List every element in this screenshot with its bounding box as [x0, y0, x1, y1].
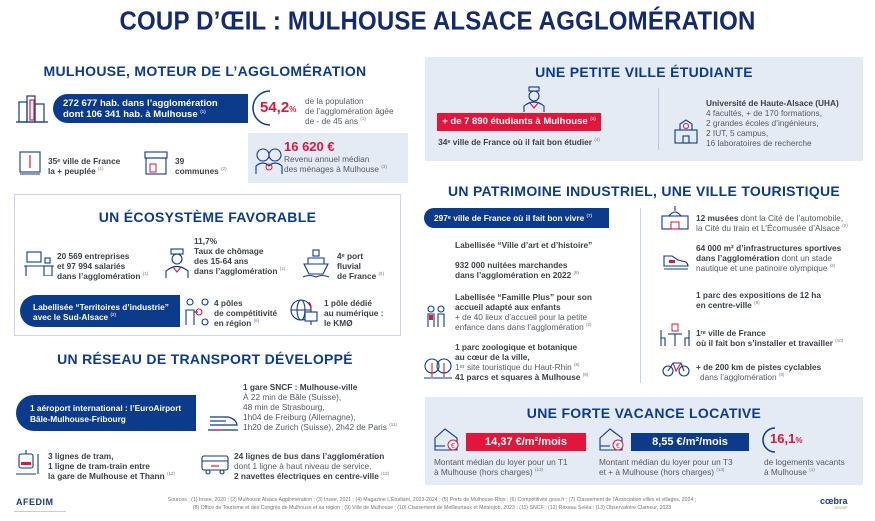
expo-line1: 1 parc des expositions de 12 ha	[696, 290, 821, 300]
young-unit: %	[289, 105, 297, 114]
income-description	[284, 154, 387, 174]
parks-line: 41 parcs et squares à Mulhouse	[455, 372, 581, 382]
ref: (1)	[360, 116, 366, 122]
live-rank-text: 297ᵉ ville de France où il fait bon vivre	[434, 213, 585, 223]
high-speed-train-icon	[208, 413, 238, 433]
companies-line3: dans l’agglomération	[57, 271, 141, 281]
unemployment-value: 11,7%	[194, 236, 218, 246]
ref: (4)	[594, 137, 600, 143]
ref: (1)	[279, 266, 286, 272]
ref: (8)	[573, 270, 580, 276]
uha-line3: 2 IUT, 5 campus,	[706, 128, 769, 138]
transport-heading: UN RÉSEAU DE TRANSPORT DÉVELOPPÉ	[57, 351, 353, 367]
poles-text	[214, 298, 277, 328]
vacant-unit: %	[795, 436, 803, 445]
unemployment-line2: des 15-64 ans	[194, 256, 249, 266]
bicycle-icon	[662, 358, 690, 378]
art-history-label	[455, 240, 592, 250]
divider	[14, 511, 66, 512]
svg-text:€: €	[616, 443, 620, 450]
zoo-line1: 1 parc zoologique et botanique	[455, 342, 578, 352]
tram-text	[48, 451, 175, 481]
sources-text	[72, 497, 792, 512]
museums-line1: dont la Cité de l’automobile,	[738, 213, 844, 223]
t3-line2: et + à Mulhouse (hors charges)	[599, 467, 715, 477]
unemployment-line1: Taux de chômage	[194, 246, 264, 256]
museum-icon	[661, 206, 689, 230]
bus-line1: 24 lignes de bus dans l’agglomération	[234, 451, 385, 461]
train-line1: À 22 min de Bâle (Suisse),	[243, 392, 342, 402]
bike-line2: dans l’agglomération	[700, 372, 777, 382]
vacant-description	[764, 457, 845, 477]
uha-line1: 4 facultés, + de 170 formations,	[706, 108, 822, 118]
svg-text:€: €	[451, 443, 455, 450]
young-line2: de l’agglomération âgée	[305, 106, 394, 116]
zoo-text	[455, 342, 588, 382]
unemployment-text	[194, 236, 285, 276]
rank-line2: la + peuplée	[48, 166, 96, 176]
digital-line3: le KMØ	[324, 318, 353, 328]
young-share	[260, 99, 296, 116]
museums-line2: la Cité du train et L’Écomusée d’Alsace	[696, 223, 840, 233]
museums-count: 12 musées	[696, 213, 739, 223]
young-description	[305, 96, 394, 126]
train-text	[243, 382, 397, 432]
ref: (7)	[586, 213, 593, 219]
poles-line3: en région	[214, 318, 252, 328]
coebra-logo-sub: GROUP	[834, 506, 848, 510]
unemployment-line3: dans l’agglomération	[194, 266, 278, 276]
divider	[640, 208, 641, 383]
ref: (1)	[809, 467, 815, 473]
communes-text	[175, 156, 227, 176]
port-line3: de France	[337, 271, 377, 281]
ref: (2)	[590, 115, 596, 121]
communes-label: communes	[175, 166, 219, 176]
nights-line1: 932 000 nuitées marchandes	[455, 260, 568, 270]
ref: (10)	[835, 338, 844, 344]
rank-text	[48, 156, 120, 176]
ref: (1)	[98, 166, 104, 172]
t3-line1: Montant médian du loyer pour un T3	[599, 457, 733, 467]
train-line4: 1h20 de Zurich (Suisse), 2h42 de Paris	[243, 422, 387, 432]
income-line2: des ménages à Mulhouse	[284, 164, 380, 174]
companies-line2: et 97 994 salariés	[57, 261, 126, 271]
house-euro-icon	[598, 426, 626, 452]
family-line2: accueil adapté aux enfants	[455, 302, 561, 312]
sources-line1: Sources : (1) Insee, 2020 ; (2) Mulhouse Alsace Agglomération ; (3) Insee, 2021 ; (4) Magazine L’Étudiant, 2023-2024 ; (5) Ports de Mulhouse-Rhin ; (6) Compétitivité.gouv.fr ; (7) Classement de l’Association villes et villages, 2024 ;	[167, 497, 697, 503]
family-line1: Labellisée “Famille Plus” pour son	[455, 292, 592, 302]
vacant-line2: à Mulhouse	[764, 467, 807, 477]
page-title: COUP D’ŒIL : MULHOUSE ALSACE AGGLOMÉRATION	[119, 6, 756, 37]
ref: (5)	[378, 271, 385, 277]
companies-text	[57, 251, 148, 281]
ref: (1)	[142, 271, 149, 277]
cafe-table-icon	[660, 322, 690, 346]
ref: (12)	[166, 471, 175, 477]
industry-label-line2: avec le Sud-Alsace	[33, 312, 109, 322]
t1-line2: à Mulhouse (hors charges)	[434, 467, 533, 477]
art-history-text: Labellisée “Ville d’art et d’histoire”	[455, 240, 593, 250]
sports-line1: 64 000 m² d’infrastructures sportives	[696, 243, 842, 253]
population-line2: dont 106 341 hab. à Mulhouse	[63, 109, 198, 120]
vacant-value: 16,1	[770, 431, 796, 446]
ref: (2)	[110, 312, 116, 318]
train-line3: 1h04 de Freiburg (Allemagne),	[243, 412, 356, 422]
industry-label-line1: Labellisée “Territoires d’industrie”	[33, 302, 169, 312]
nights-text	[455, 260, 579, 280]
divider	[658, 88, 659, 150]
port-text	[337, 251, 384, 281]
bus-text	[234, 451, 389, 481]
study-rank-text: 34ᵉ ville de France où il fait bon étudier	[438, 137, 593, 147]
nights-line2: dans l’agglomération en 2022	[455, 270, 572, 280]
study-rank	[437, 137, 601, 147]
income-value: 16 620 €	[284, 139, 335, 154]
student-icon	[523, 86, 545, 112]
worker-icon	[164, 248, 190, 278]
uha-line4: 16 laboratoires de recherche	[706, 138, 812, 148]
population-badge	[53, 94, 248, 123]
rank-line1: 35ᵉ ville de France	[48, 156, 121, 166]
storefront-icon	[143, 150, 169, 176]
t1-rent-badge: 14,37 €/m²/mois	[466, 433, 586, 451]
ref: (8)	[574, 362, 580, 368]
ref: (9)	[582, 372, 589, 378]
moteur-heading: MULHOUSE, MOTEUR DE L’AGGLOMÉRATION	[43, 63, 367, 79]
train-title: 1 gare SNCF : Mulhouse-ville	[243, 382, 358, 392]
tram-icon	[16, 450, 42, 476]
coebra-logo	[820, 496, 848, 510]
city-buildings-icon	[16, 92, 48, 124]
vacance-heading: UNE FORTE VACANCE LOCATIVE	[526, 405, 762, 421]
bike-text	[696, 362, 821, 382]
children-icon	[424, 305, 448, 327]
zoo-line3: 1ᵉʳ site touristique du Haut-Rhin	[455, 362, 572, 372]
students-value: + de 7 890 étudiants à Mulhouse	[442, 116, 588, 127]
ref: (12)	[381, 471, 390, 477]
ship-icon	[303, 248, 329, 278]
expo-line2: en centre-ville	[696, 300, 752, 310]
young-line3: de - de 45 ans	[305, 116, 359, 126]
income-line1: Revenu annuel médian	[284, 154, 370, 164]
digital-line2: au numérique :	[324, 308, 384, 318]
vacant-line1: de logements vacants	[764, 457, 845, 467]
population-line1: 272 677 hab. dans l’agglomération	[63, 98, 218, 109]
family-plus-text	[455, 292, 592, 332]
ecosysteme-heading: UN ÉCOSYSTÈME FAVORABLE	[98, 209, 317, 225]
train-line2: 48 min de Strasbourg,	[243, 402, 325, 412]
communes-value: 39	[175, 156, 185, 166]
ref: (2)	[586, 322, 592, 328]
work-line1: 1ʳᵉ ville de France	[696, 328, 766, 338]
expo-text	[696, 290, 821, 310]
ref: (2)	[221, 166, 227, 172]
ref: (13)	[716, 467, 725, 473]
ref: (3)	[381, 164, 387, 170]
trees-icon	[424, 357, 452, 379]
ref: (9)	[778, 372, 785, 378]
uha-text	[706, 98, 839, 148]
zoo-line2: au cœur de la ville,	[455, 352, 530, 362]
t1-description	[434, 457, 568, 477]
globe-computer-icon	[289, 298, 319, 326]
students-badge	[437, 113, 601, 131]
network-people-icon	[184, 297, 210, 327]
office-desk-icon	[24, 250, 54, 276]
port-line1: 4ᵉ port	[337, 251, 364, 261]
bike-line1: + de 200 km de pistes cyclables	[696, 362, 822, 372]
digital-line1: 1 pôle dédié	[324, 298, 372, 308]
patrimoine-heading: UN PATRIMOINE INDUSTRIEL, UNE VILLE TOURISTIQUE	[447, 183, 841, 199]
sports-line3: nautique et une patinoire olympique	[696, 263, 828, 273]
etudiante-heading: UNE PETITE VILLE ÉTUDIANTE	[535, 64, 753, 80]
work-text	[696, 328, 843, 348]
family-line3: + de 40 lieux d’accueil pour la petite	[455, 312, 588, 322]
sources-line2: (8) Office de Tourisme et des Congrès de Mulhouse et sa région ; (9) Ville de Mulhouse ; (10) Classement de Meilleurtaux et Météojob, 2023 ; (11) SNCF ; (12) Réseau Soléa ; (13) Observatoire Clameur, 2023	[192, 504, 672, 511]
young-value: 54,2	[260, 99, 290, 116]
t3-description	[599, 457, 733, 477]
bus-line2: dont 1 ligne à haut niveau de service,	[234, 461, 372, 471]
airport-line1: 1 aéroport international : l’EuroAirport	[30, 403, 182, 413]
house-euro-icon	[433, 426, 461, 452]
industry-label-badge	[20, 295, 180, 327]
companies-line1: 20 569 entreprises	[57, 251, 130, 261]
ref: (8)	[754, 300, 760, 306]
uha-title: Université de Haute-Alsace (UHA)	[706, 98, 839, 108]
tram-line1: 3 lignes de tram,	[48, 451, 114, 461]
museums-text	[696, 213, 848, 233]
ref: (6)	[253, 318, 260, 324]
ref: (2)	[829, 263, 836, 269]
poles-line1: 4 pôles	[214, 298, 243, 308]
sneaker-icon	[663, 252, 689, 270]
tram-line3: la gare de Mulhouse et Thann	[48, 471, 165, 481]
family-icon	[254, 146, 284, 176]
sports-bold: dans l’agglomération	[696, 253, 780, 263]
sports-line2: dont un stade	[779, 253, 833, 263]
map-scroll-icon	[18, 150, 42, 176]
t3-rent-badge: 8,55 €/m²/mois	[631, 433, 749, 451]
poles-line2: de compétitivité	[214, 308, 278, 318]
ref: (13)	[535, 467, 544, 473]
ref: (2)	[842, 223, 848, 229]
uha-line2: 2 grandes écoles d’ingénieurs,	[706, 118, 819, 128]
sports-text	[696, 243, 841, 273]
airport-badge	[16, 395, 196, 431]
airport-line2: Bâle-Mulhouse-Fribourg	[30, 414, 126, 424]
bus-icon	[201, 455, 229, 475]
bus-line3: 2 navettes électriques en centre-ville	[234, 471, 379, 481]
ref: (1)	[200, 108, 206, 114]
family-line4: enfance dans dans l’agglomération	[455, 322, 584, 332]
t1-line1: Montant médian du loyer pour un T1	[434, 457, 568, 467]
young-line1: de la population	[305, 96, 364, 106]
digital-text	[324, 298, 383, 328]
live-rank-badge	[424, 208, 609, 228]
port-line2: fluvial	[337, 261, 361, 271]
vacant-share	[770, 431, 802, 446]
work-line2: où il fait bon s’installer et travailler	[696, 338, 833, 348]
ref: (11)	[389, 422, 397, 428]
tram-line2: 1 ligne de tram-train entre	[48, 461, 150, 471]
afedim-logo: AFEDIM	[16, 497, 54, 507]
university-building-icon	[674, 118, 698, 144]
coebra-logo-text: cœbra	[820, 496, 848, 506]
